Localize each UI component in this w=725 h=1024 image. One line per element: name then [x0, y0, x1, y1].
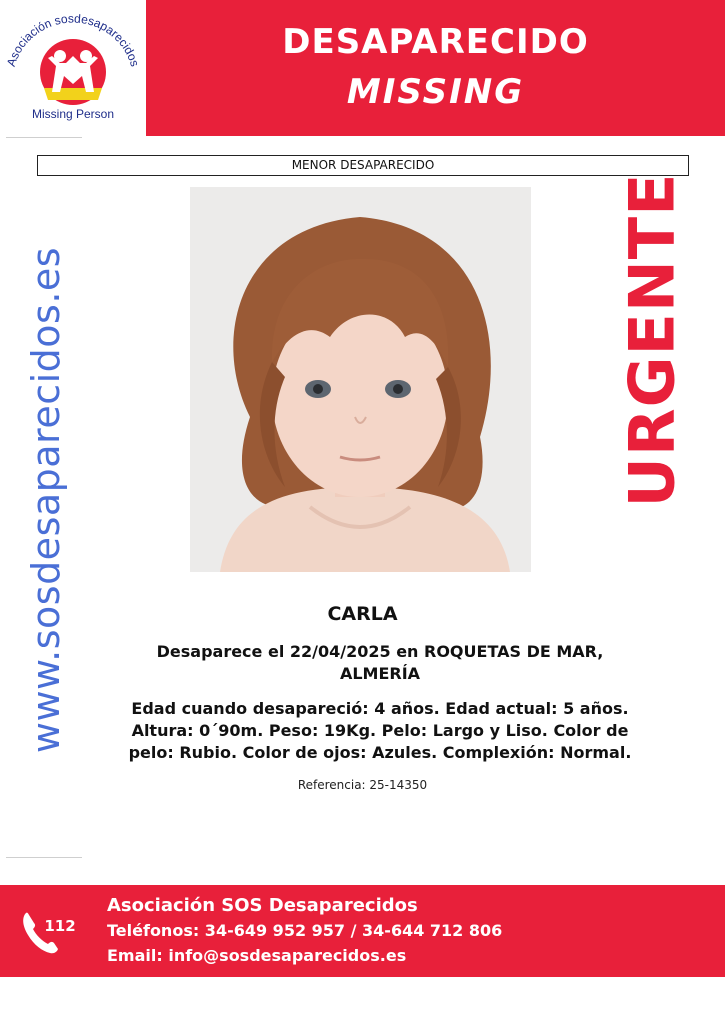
side-url-text: www.sosdesaparecidos.es	[24, 246, 68, 754]
footer-organization: Asociación SOS Desaparecidos	[107, 895, 418, 916]
header-banner	[146, 0, 725, 136]
missing-person-photo	[190, 187, 531, 572]
description-line: Altura: 0´90m. Peso: 19Kg. Pelo: Largo y Liso. Color de	[131, 721, 629, 740]
divider	[6, 857, 82, 858]
emergency-number: 112	[44, 917, 76, 935]
physical-description	[80, 698, 680, 764]
urgent-text: URGENTE	[615, 172, 689, 508]
person-name: CARLA	[327, 603, 398, 625]
disappearance-line: ALMERÍA	[339, 664, 421, 683]
logo-emblem-icon	[0, 0, 146, 110]
footer-email[interactable]: Email: info@sosdesaparecidos.es	[107, 946, 407, 965]
phone-112-icon	[20, 907, 76, 957]
footer-phones: Teléfonos: 34-649 952 957 / 34-644 712 806	[107, 921, 503, 940]
disappearance-line: Desaparece el 22/04/2025 en ROQUETAS DE MAR,	[156, 642, 604, 661]
divider	[6, 137, 82, 138]
description-line: pelo: Rubio. Color de ojos: Azules. Complexión: Normal.	[128, 743, 632, 762]
disappearance-info	[100, 641, 660, 685]
header-subtitle: MISSING	[346, 72, 525, 112]
logo-arc-text: Asociación sosdesaparecidos	[3, 11, 143, 69]
footer-contact-band	[0, 885, 725, 977]
description-line: Edad cuando desapareció: 4 años. Edad actual: 5 años.	[131, 699, 629, 718]
association-logo	[0, 0, 146, 136]
reference-number: Referencia: 25-14350	[297, 778, 428, 792]
header-title: DESAPARECIDO	[282, 22, 589, 62]
category-label: MENOR DESAPARECIDO	[37, 155, 689, 176]
logo-caption: Missing Person	[31, 107, 115, 121]
